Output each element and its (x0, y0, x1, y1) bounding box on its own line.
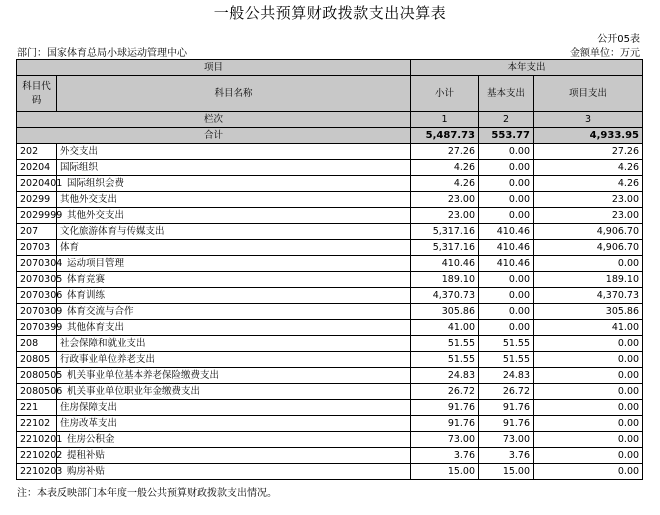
row-name: 住房公积金 (57, 432, 411, 448)
row-name: 机关事业单位基本养老保险缴费支出 (57, 368, 411, 384)
row-code: 20805 (17, 352, 57, 368)
row-code: 2210203 (17, 464, 57, 480)
row-subtotal: 189.10 (411, 272, 479, 288)
row-subtotal: 51.55 (411, 352, 479, 368)
row-basic: 91.76 (479, 416, 534, 432)
row-basic: 410.46 (479, 240, 534, 256)
row-basic: 51.55 (479, 352, 534, 368)
header-subtotal: 小计 (411, 76, 479, 112)
row-project: 4.26 (534, 176, 643, 192)
total-label: 合计 (17, 128, 411, 144)
header-col3: 3 (534, 112, 643, 128)
row-subtotal: 41.00 (411, 320, 479, 336)
row-name: 其他体育支出 (57, 320, 411, 336)
row-subtotal: 4.26 (411, 176, 479, 192)
row-name: 体育竞赛 (57, 272, 411, 288)
row-name: 机关事业单位职业年金缴费支出 (57, 384, 411, 400)
row-code: 2070399 (17, 320, 57, 336)
header-project: 项目支出 (534, 76, 643, 112)
form-number: 公开05表 (597, 34, 640, 45)
row-code: 2070304 (17, 256, 57, 272)
row-basic: 0.00 (479, 304, 534, 320)
row-name: 体育交流与合作 (57, 304, 411, 320)
row-name: 其他外交支出 (57, 208, 411, 224)
row-subtotal: 91.76 (411, 416, 479, 432)
row-name: 外交支出 (57, 144, 411, 160)
row-project: 0.00 (534, 368, 643, 384)
row-basic: 410.46 (479, 224, 534, 240)
row-code: 20204 (17, 160, 57, 176)
row-subtotal: 23.00 (411, 192, 479, 208)
row-project: 305.86 (534, 304, 643, 320)
row-project: 0.00 (534, 352, 643, 368)
table-row (17, 432, 643, 448)
row-subtotal: 73.00 (411, 432, 479, 448)
row-code: 2070309 (17, 304, 57, 320)
table-row (17, 176, 643, 192)
row-subtotal: 305.86 (411, 304, 479, 320)
total-project: 4,933.95 (534, 128, 643, 144)
row-code: 202 (17, 144, 57, 160)
row-project: 41.00 (534, 320, 643, 336)
row-subtotal: 27.26 (411, 144, 479, 160)
header-col2: 2 (479, 112, 534, 128)
row-basic: 91.76 (479, 400, 534, 416)
table-row (17, 272, 643, 288)
row-subtotal: 91.76 (411, 400, 479, 416)
row-code: 2029999 (17, 208, 57, 224)
table-row (17, 160, 643, 176)
table-row (17, 288, 643, 304)
row-project: 4.26 (534, 160, 643, 176)
row-subtotal: 4,370.73 (411, 288, 479, 304)
row-code: 2210201 (17, 432, 57, 448)
row-code: 2080505 (17, 368, 57, 384)
row-code: 2080506 (17, 384, 57, 400)
row-name: 体育训练 (57, 288, 411, 304)
header-name: 科目名称 (57, 76, 411, 112)
row-subtotal: 3.76 (411, 448, 479, 464)
table-row (17, 384, 643, 400)
table-row (17, 208, 643, 224)
row-name: 社会保障和就业支出 (57, 336, 411, 352)
row-project: 0.00 (534, 416, 643, 432)
row-basic: 26.72 (479, 384, 534, 400)
header-this-year: 本年支出 (411, 60, 643, 76)
row-name: 国际组织会费 (57, 176, 411, 192)
table-row (17, 240, 643, 256)
header-item: 项目 (17, 60, 411, 76)
row-project: 23.00 (534, 208, 643, 224)
table-row (17, 192, 643, 208)
unit-label: 金额单位：万元 (570, 48, 640, 59)
page-title: 一般公共预算财政拨款支出决算表 (213, 4, 447, 22)
row-basic: 0.00 (479, 192, 534, 208)
total-basic: 553.77 (479, 128, 534, 144)
expenditure-table (16, 59, 643, 480)
table-row (17, 416, 643, 432)
row-code: 20299 (17, 192, 57, 208)
row-basic: 0.00 (479, 160, 534, 176)
total-subtotal: 5,487.73 (411, 128, 479, 144)
row-project: 0.00 (534, 256, 643, 272)
table-row (17, 320, 643, 336)
row-name: 提租补贴 (57, 448, 411, 464)
row-code: 22102 (17, 416, 57, 432)
row-name: 住房保障支出 (57, 400, 411, 416)
row-code: 2210202 (17, 448, 57, 464)
row-code: 2020401 (17, 176, 57, 192)
row-project: 0.00 (534, 384, 643, 400)
row-subtotal: 51.55 (411, 336, 479, 352)
row-basic: 0.00 (479, 176, 534, 192)
row-basic: 51.55 (479, 336, 534, 352)
table-row (17, 224, 643, 240)
row-project: 27.26 (534, 144, 643, 160)
row-subtotal: 5,317.16 (411, 240, 479, 256)
table-row (17, 352, 643, 368)
table-row (17, 336, 643, 352)
row-basic: 0.00 (479, 144, 534, 160)
row-code: 20703 (17, 240, 57, 256)
row-code: 208 (17, 336, 57, 352)
table-row (17, 144, 643, 160)
row-subtotal: 410.46 (411, 256, 479, 272)
row-basic: 0.00 (479, 272, 534, 288)
footnote: 注：本表反映部门本年度一般公共预算财政拨款支出情况。 (17, 488, 277, 499)
row-name: 体育 (57, 240, 411, 256)
table-row (17, 464, 643, 480)
table-row (17, 304, 643, 320)
row-subtotal: 24.83 (411, 368, 479, 384)
row-project: 4,370.73 (534, 288, 643, 304)
row-code: 221 (17, 400, 57, 416)
row-basic: 73.00 (479, 432, 534, 448)
row-basic: 0.00 (479, 288, 534, 304)
row-project: 4,906.70 (534, 224, 643, 240)
row-basic: 410.46 (479, 256, 534, 272)
row-name: 运动项目管理 (57, 256, 411, 272)
header-basic: 基本支出 (479, 76, 534, 112)
row-code: 2070306 (17, 288, 57, 304)
header-code: 科目代码 (17, 76, 57, 112)
row-subtotal: 26.72 (411, 384, 479, 400)
row-project: 0.00 (534, 336, 643, 352)
row-project: 4,906.70 (534, 240, 643, 256)
row-name: 行政事业单位养老支出 (57, 352, 411, 368)
row-basic: 3.76 (479, 448, 534, 464)
header-col1: 1 (411, 112, 479, 128)
row-subtotal: 4.26 (411, 160, 479, 176)
row-name: 文化旅游体育与传媒支出 (57, 224, 411, 240)
row-code: 2070305 (17, 272, 57, 288)
row-project: 0.00 (534, 464, 643, 480)
row-code: 207 (17, 224, 57, 240)
row-basic: 24.83 (479, 368, 534, 384)
row-name: 购房补贴 (57, 464, 411, 480)
row-project: 0.00 (534, 400, 643, 416)
table-row (17, 400, 643, 416)
row-project: 0.00 (534, 432, 643, 448)
table-row (17, 256, 643, 272)
row-basic: 0.00 (479, 208, 534, 224)
row-name: 国际组织 (57, 160, 411, 176)
row-basic: 0.00 (479, 320, 534, 336)
row-subtotal: 23.00 (411, 208, 479, 224)
table-body (17, 144, 643, 480)
department-label: 部门：国家体育总局小球运动管理中心 (17, 48, 187, 59)
table-row (17, 448, 643, 464)
row-subtotal: 15.00 (411, 464, 479, 480)
row-project: 189.10 (534, 272, 643, 288)
row-project: 0.00 (534, 448, 643, 464)
table-row (17, 368, 643, 384)
row-name: 其他外交支出 (57, 192, 411, 208)
row-basic: 15.00 (479, 464, 534, 480)
row-subtotal: 5,317.16 (411, 224, 479, 240)
header-column-index: 栏次 (17, 112, 411, 128)
row-name: 住房改革支出 (57, 416, 411, 432)
row-project: 23.00 (534, 192, 643, 208)
